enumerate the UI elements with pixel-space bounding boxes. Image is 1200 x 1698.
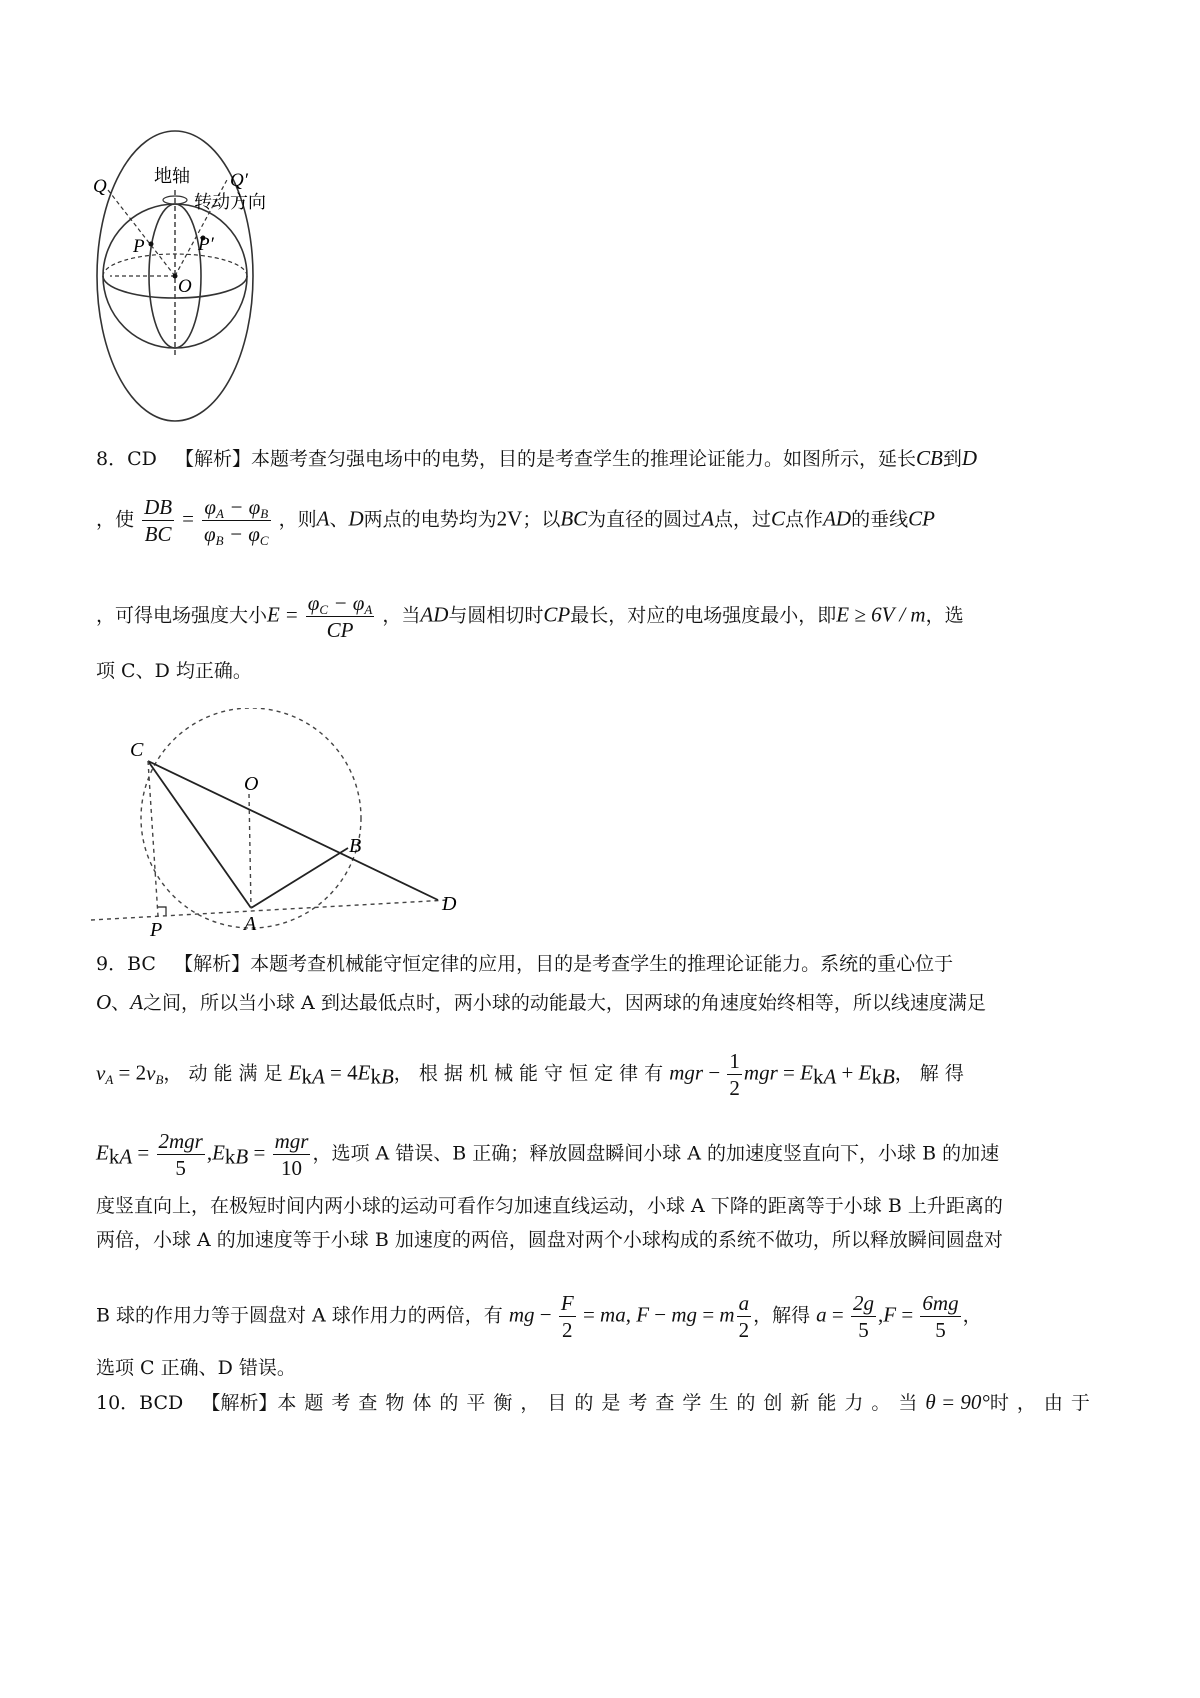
label-O: O xyxy=(244,773,259,795)
q8-line1: 8．CD 【解析】本题考查匀强电场中的电势，目的是考查学生的推理论证能力。如图所示，延长CB到D xyxy=(96,446,978,470)
q8-line4: 项 C、D 均正确。 xyxy=(96,660,252,682)
line-CD xyxy=(148,761,438,900)
fraction-6mg5: $\frac{6mg}{5}$ xyxy=(922,1291,959,1342)
q9-line2: O、A之间，所以当小球 A 到达最低点时，两小球的动能最大，因两球的角速度始终相等，所以线速度满足 xyxy=(96,990,986,1014)
label-A: A xyxy=(244,913,257,935)
fraction-ekb: $\frac{\text{mgr}}{10}$ xyxy=(274,1129,309,1180)
label-D: D xyxy=(442,893,457,915)
fraction-db-bc: $\frac{DB}{BC}$ xyxy=(144,495,173,546)
q8-tag: 【解析】 xyxy=(175,448,252,470)
line-CP xyxy=(148,761,158,916)
label-Q2: Q′ xyxy=(230,170,248,191)
q8-number: 8．CD xyxy=(96,448,157,470)
line-AB xyxy=(251,848,348,908)
q10-tag: 【解析】 xyxy=(201,1392,278,1414)
label-P: P xyxy=(150,919,163,940)
q9-line3: $v_A = 2v_B$， 动 能 满 足 $E_{kA} = 4E_{kB}$， 根 据 机 械 能 守 恒 定 律 有 mgr − $\frac{1}{2}$ mgr = $E_{kA} + E_{kB}$， 解 得 xyxy=(96,1049,964,1100)
dashed-circle xyxy=(141,708,361,928)
q9-line1: 9．BC 【解析】本题考查机械能守恒定律的应用，目的是考查学生的推理论证能力。系统的重心位于 xyxy=(96,953,954,975)
q9-line5: 度竖直向上，在极短时间内两小球的运动可看作匀加速直线运动，小球 A 下降的距离等于小球 B 上升距离的 xyxy=(96,1195,1003,1217)
right-angle-mark xyxy=(158,907,166,915)
q8-line2: ，使 $\frac{DB}{BC}$ = $\frac{\varphi_A - \varphi_B}{\varphi_B - \varphi_C}$ ，则A、D两点的电势均为2V；以BC为直径的圆过A点，过C点作AD的垂线CP xyxy=(96,495,935,548)
q9-line6: 两倍，小球 A 的加速度等于小球 B 加速度的两倍，圆盘对两个小球构成的系统不做功，所以释放瞬间圆盘对 xyxy=(96,1229,1003,1251)
q9-number: 9．BC xyxy=(96,953,156,975)
q10-number: 10．BCD xyxy=(96,1392,184,1414)
rotation-label: 转动方向 xyxy=(194,192,266,213)
circle-figure xyxy=(86,708,476,940)
line-CA xyxy=(148,761,251,908)
q9-line8: 选项 C 正确、D 错误。 xyxy=(96,1357,296,1379)
label-C: C xyxy=(130,739,144,761)
axis-label: 地轴 xyxy=(154,166,190,187)
fraction-phi: $\frac{\varphi_A - \varphi_B}{\varphi_B - \varphi_C}$ xyxy=(204,495,269,548)
q9-line4: $E_{kA}$ = $\frac{\text{2mgr}}{5}$ $,E_{kB}$ = $\frac{\text{mgr}}{10}$ ，选项 A 错误、B 正确；释放圆盘瞬间小球 A 的加速度竖直向下，小球 B 的加速 xyxy=(96,1129,1000,1180)
q8-line3: ，可得电场强度大小E = $\frac{\varphi_C - \varphi_A}{CP}$ ，当AD与圆相切时CP最长，对应的电场强度最小，即E ≥ 6V / m，选 xyxy=(96,591,964,642)
earth-figure xyxy=(90,128,310,428)
label-P2: P′ xyxy=(198,234,214,255)
fraction-2g5: $\frac{2g}{5}$ xyxy=(852,1291,874,1342)
fraction-eka: $\frac{\text{2mgr}}{5}$ xyxy=(158,1129,203,1180)
point-O xyxy=(173,274,178,279)
point-P xyxy=(149,242,154,247)
fraction-f2: $\frac{F}{2}$ xyxy=(560,1291,574,1342)
label-Q: Q xyxy=(93,176,107,197)
fraction-a2: $\frac{a}{2}$ xyxy=(738,1291,750,1342)
q10-line1: 10．BCD 【解析】本题考查物体的平衡，目的是考查学生的创新能力。当θ = 90°时，由于 xyxy=(96,1390,1098,1414)
tangent-line xyxy=(91,900,448,920)
fraction-half: $\frac{1}{2}$ xyxy=(729,1049,740,1100)
label-O: O xyxy=(178,276,192,297)
q9-line7: B 球的作用力等于圆盘对 A 球作用力的两倍，有 mg − $\frac{F}{2}$ = ma, F − mg = m $\frac{a}{2}$ ，解得 a = $\frac{2g}{5}$ ,F = $\frac{6mg}{5}$ ， xyxy=(96,1291,982,1342)
q9-tag: 【解析】 xyxy=(174,953,251,975)
label-P: P xyxy=(133,236,145,257)
label-B: B xyxy=(349,835,362,857)
fraction-efield: $\frac{\varphi_C - \varphi_A}{CP}$ xyxy=(307,591,373,642)
